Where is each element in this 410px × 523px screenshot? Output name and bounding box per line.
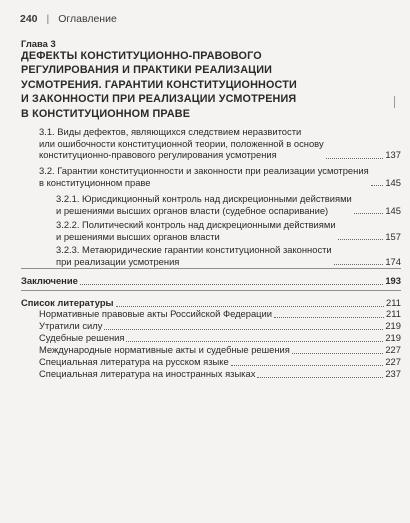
toc-entry-text: Судебные решения bbox=[39, 332, 125, 343]
toc-entry-repealed[interactable] bbox=[39, 320, 401, 332]
leader-dots bbox=[231, 365, 384, 366]
running-header bbox=[20, 9, 117, 29]
toc-entry-page: 193 bbox=[385, 275, 401, 286]
toc-entry-conclusion[interactable] bbox=[21, 275, 401, 287]
toc-entry-page: 219 bbox=[385, 320, 401, 331]
toc-entry-3-2-3[interactable] bbox=[56, 244, 401, 267]
divider bbox=[21, 268, 401, 269]
toc-entry-page: 227 bbox=[385, 344, 401, 355]
leader-dots bbox=[116, 306, 385, 307]
toc-entry-text: Список литературы bbox=[21, 297, 114, 308]
toc-entry-page: 145 bbox=[385, 176, 401, 188]
toc-entry-text: 3.2.1. Юрисдикционный контроль над дискреционными действиями и решениями высших органов власти (судебное оспаривание) bbox=[56, 193, 352, 216]
toc-entry-3-2-1[interactable] bbox=[56, 193, 401, 216]
leader-dots bbox=[104, 329, 383, 330]
toc-entry-text: 3.2.2. Политический контроль над дискреционными действиями и решениями высших органов власти bbox=[56, 219, 336, 242]
leader-dots bbox=[338, 239, 384, 240]
toc-entry-page: 157 bbox=[385, 230, 401, 242]
header-title: Оглавление bbox=[58, 13, 117, 25]
leader-dots bbox=[274, 317, 384, 318]
chapter-label: Глава 3 bbox=[21, 38, 56, 49]
toc-entry-page: 174 bbox=[385, 255, 401, 267]
chapter-heading bbox=[21, 38, 391, 121]
toc-entry-text: Международные нормативные акты и судебные решения bbox=[39, 344, 290, 355]
toc-entry-text: 3.1. Виды дефектов, являющихся следствием неразвитости или ошибочности конституционной теории, положенной в основу конституционно-правового регулирования усмотрения bbox=[39, 126, 324, 160]
toc-entry-page: 145 bbox=[385, 204, 401, 216]
toc-entry-bibliography[interactable] bbox=[21, 297, 401, 309]
page-number: 240 bbox=[20, 13, 38, 25]
toc-entry-text: 3.2. Гарантии конституционности и законности при реализации усмотрения в конституционном праве bbox=[39, 165, 369, 188]
toc-entry-page: 227 bbox=[385, 356, 401, 367]
toc-entry-page: 137 bbox=[385, 149, 401, 160]
toc-entry-page: 211 bbox=[386, 308, 401, 319]
toc-entry-3-2-2[interactable] bbox=[56, 219, 401, 242]
leader-dots bbox=[292, 353, 383, 354]
leader-dots bbox=[326, 158, 384, 159]
toc-entry-page: 237 bbox=[385, 368, 401, 379]
toc-entry-russian-literature[interactable] bbox=[39, 356, 401, 368]
leader-dots bbox=[334, 264, 384, 265]
margin-mark bbox=[394, 96, 395, 108]
toc-entry-court-decisions[interactable] bbox=[39, 332, 401, 344]
toc-entry-text: Нормативные правовые акты Российской Федерации bbox=[39, 308, 273, 319]
toc-entry-text: Специальная литература на русском языке bbox=[39, 356, 229, 367]
toc-entry-3-1[interactable] bbox=[39, 126, 401, 161]
toc-entry-text: Утратили силу bbox=[39, 320, 103, 331]
toc-entry-foreign-literature[interactable] bbox=[39, 368, 401, 380]
leader-dots bbox=[257, 377, 383, 378]
toc-entry-text: Специальная литература на иностранных языках bbox=[39, 368, 256, 379]
toc-entry-page: 219 bbox=[385, 332, 401, 343]
leader-dots bbox=[371, 185, 384, 186]
divider bbox=[21, 290, 401, 291]
chapter-title: ДЕФЕКТЫ КОНСТИТУЦИОННО-ПРАВОВОГО РЕГУЛИРОВАНИЯ И ПРАКТИКИ РЕАЛИЗАЦИИ УСМОТРЕНИЯ. ГАРАНТИИ КОНСТИТУЦИОННОСТИ И ЗАКОННОСТИ ПРИ РЕАЛИЗАЦИИ УСМОТРЕНИЯ В КОНСТИТУЦИОННОМ ПРАВЕ bbox=[21, 50, 297, 120]
leader-dots bbox=[354, 213, 384, 214]
toc-entry-text: 3.2.3. Метаюридические гарантии конституционной законности при реализации усмотрения bbox=[56, 244, 332, 267]
leader-dots bbox=[80, 284, 384, 285]
toc-entry-normative-acts[interactable] bbox=[39, 308, 401, 320]
leader-dots bbox=[126, 341, 383, 342]
toc-entry-3-2[interactable] bbox=[39, 165, 401, 188]
header-separator: | bbox=[46, 13, 50, 25]
toc-entry-text: Заключение bbox=[21, 275, 78, 286]
toc-entry-page: 211 bbox=[386, 297, 401, 308]
toc-entry-international-acts[interactable] bbox=[39, 344, 401, 356]
